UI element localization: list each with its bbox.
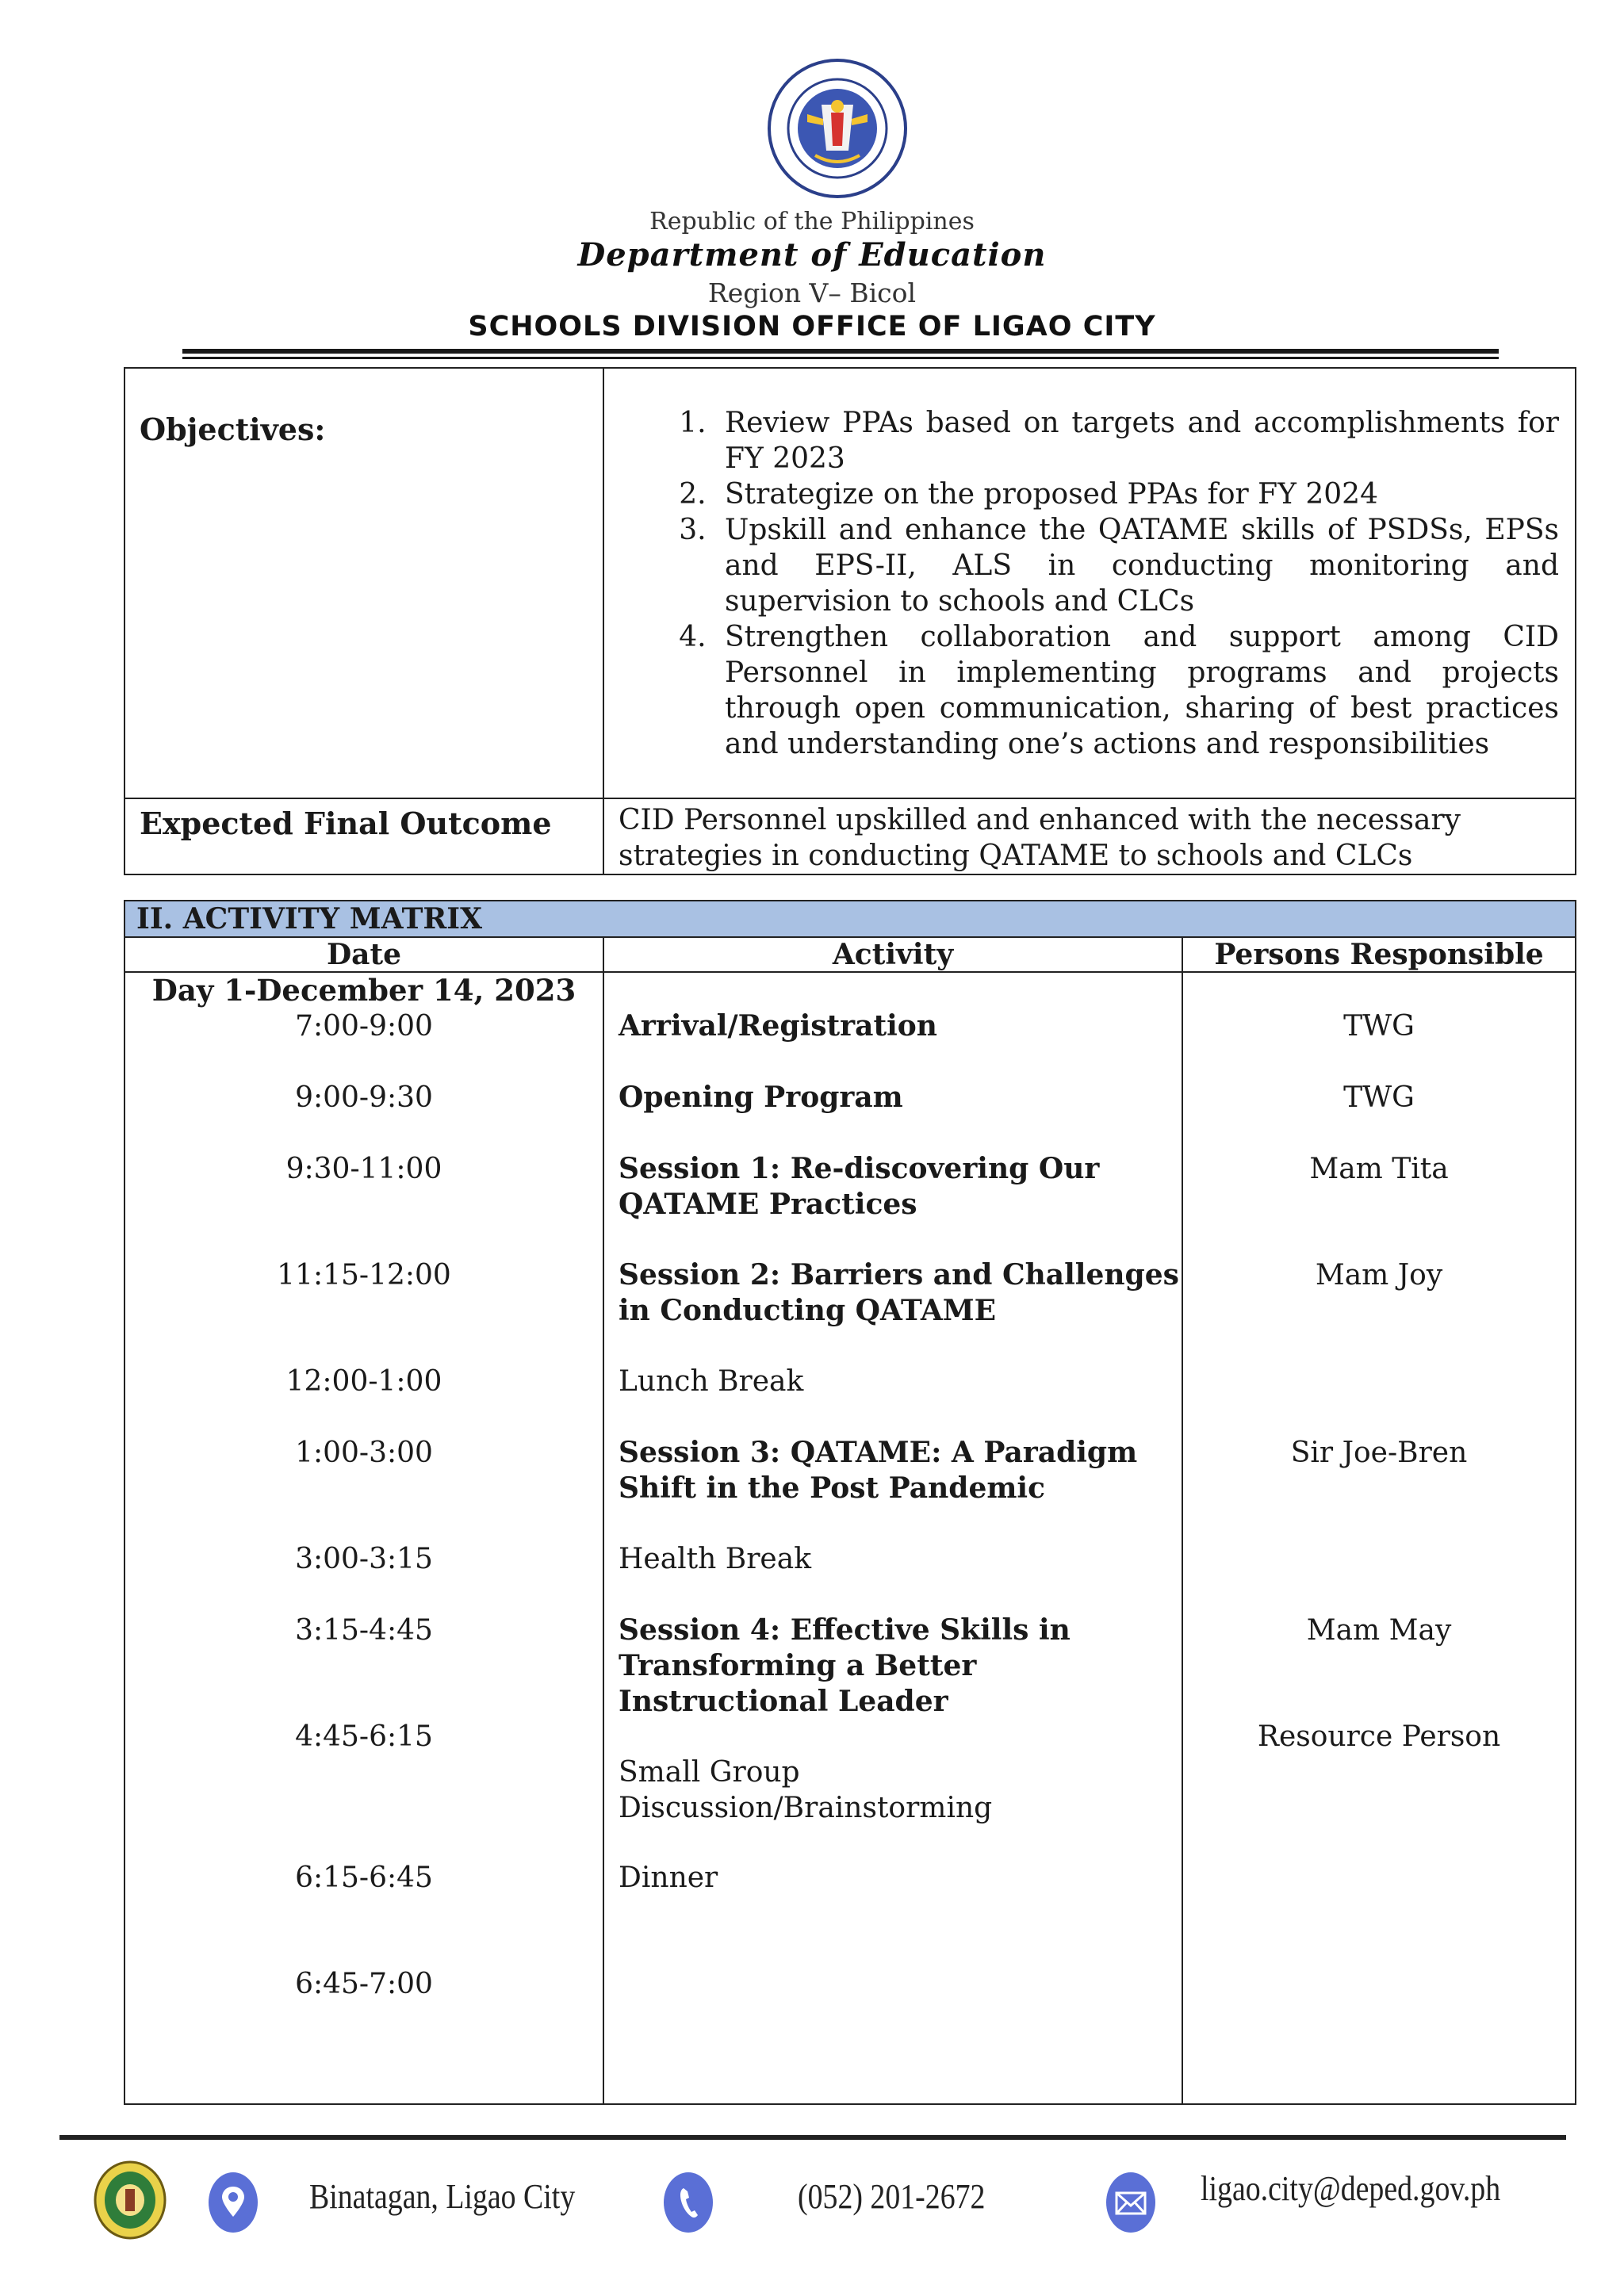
location-pin-icon: [208, 2171, 259, 2234]
activity-entry: Arrival/Registration: [619, 1009, 937, 1043]
persons-column-header: Persons Responsible: [1182, 937, 1576, 972]
objectives-cell: [603, 368, 1576, 798]
objective-item: 3. Upskill and enhance the QATAME skills of PSDSs, EPSs and EPS-II, ALS in conducting monitoring and supervision to schools and CLCs: [715, 512, 1559, 619]
header-divider: [182, 349, 1499, 354]
objectives-table: [124, 367, 1576, 875]
deped-seal-logo: [766, 57, 909, 200]
time-slot: 3:00-3:15: [295, 1543, 433, 1575]
office-heading: SCHOOLS DIVISION OFFICE OF LIGAO CITY: [468, 311, 1156, 342]
person-entry: [1183, 1541, 1575, 1613]
activity-entry: Opening Program: [619, 1081, 903, 1114]
person-entry: TWG: [1343, 1010, 1415, 1043]
person-entry: Mam Tita: [1309, 1153, 1449, 1185]
objectives-list: [604, 405, 1559, 762]
email-text: ligao.city@deped.gov.ph: [1201, 2169, 1501, 2208]
person-entry: TWG: [1343, 1081, 1415, 1114]
activity-column: [603, 972, 1182, 2104]
time-slot: 12:00-1:00: [285, 1365, 442, 1398]
activity-entry: Health Break: [619, 1543, 812, 1575]
activity-entry: Session 1: Re-discovering Our QATAME Practices: [619, 1152, 1100, 1221]
region-heading: Region V– Bicol: [707, 277, 917, 308]
activity-entry: Small Group Discussion/Brainstorming: [619, 1756, 993, 1824]
activity-matrix-table: [124, 900, 1576, 2105]
day-title: Day 1-December 14, 2023: [151, 973, 576, 1008]
activity-entry: Lunch Break: [619, 1365, 804, 1398]
activity-entry: Session 3: QATAME: A Paradigm Shift in the Post Pandemic: [619, 1436, 1138, 1505]
time-slot: 6:45-7:00: [295, 1968, 433, 2000]
address-text: Binatagan, Ligao City: [309, 2177, 576, 2216]
activity-matrix-title: II. ACTIVITY MATRIX: [124, 901, 1576, 937]
department-heading: Department of Education: [577, 236, 1047, 274]
phone-icon: [663, 2171, 714, 2234]
republic-heading: Republic of the Philippines: [649, 208, 975, 235]
time-slot: 7:00-9:00: [295, 1010, 433, 1043]
person-entry: Resource Person: [1257, 1720, 1501, 1753]
person-entry: Mam May: [1306, 1614, 1452, 1647]
division-seal-icon: [94, 2160, 167, 2240]
time-slot: 11:15-12:00: [277, 1259, 451, 1292]
time-slot: 6:15-6:45: [295, 1862, 433, 1894]
time-slot: 3:15-4:45: [295, 1614, 433, 1647]
activity-column-header: Activity: [603, 937, 1182, 972]
date-column: [124, 972, 603, 2104]
person-entry: Sir Joe-Bren: [1290, 1437, 1468, 1469]
objectives-label: Objectives:: [124, 368, 603, 798]
objective-item: 2. Strategize on the proposed PPAs for FY 2024: [715, 476, 1559, 512]
person-entry: [1183, 1364, 1575, 1435]
time-slot: 9:30-11:00: [285, 1153, 442, 1185]
activity-entry: Dinner: [619, 1862, 718, 1894]
phone-text: (052) 201-2672: [798, 2177, 986, 2216]
persons-column: [1182, 972, 1576, 2104]
time-slot: 9:00-9:30: [295, 1081, 433, 1114]
activity-entry: Session 2: Barriers and Challenges in Conducting QATAME: [619, 1258, 1179, 1327]
footer-divider: [59, 2135, 1566, 2140]
objective-item: 1. Review PPAs based on targets and accomplishments for FY 2023: [715, 405, 1559, 476]
time-slot: 1:00-3:00: [295, 1437, 433, 1469]
date-column-header: Date: [124, 937, 603, 972]
header-divider-thin: [182, 357, 1499, 359]
person-entry: Mam Joy: [1315, 1259, 1443, 1292]
email-icon: [1105, 2171, 1156, 2234]
time-slot: 4:45-6:15: [295, 1720, 433, 1753]
outcome-text: CID Personnel upskilled and enhanced with the necessary strategies in conducting QATAME to schools and CLCs: [603, 798, 1576, 874]
activity-entry: Session 4: Effective Skills in Transforming a Better Instructional Leader: [619, 1613, 1071, 1718]
outcome-label: Expected Final Outcome: [124, 798, 603, 874]
objective-item: 4. Strengthen collaboration and support among CID Personnel in implementing programs and projects through open communication, sharing of best practices and understanding one’s actions and responsibilities: [715, 619, 1559, 762]
